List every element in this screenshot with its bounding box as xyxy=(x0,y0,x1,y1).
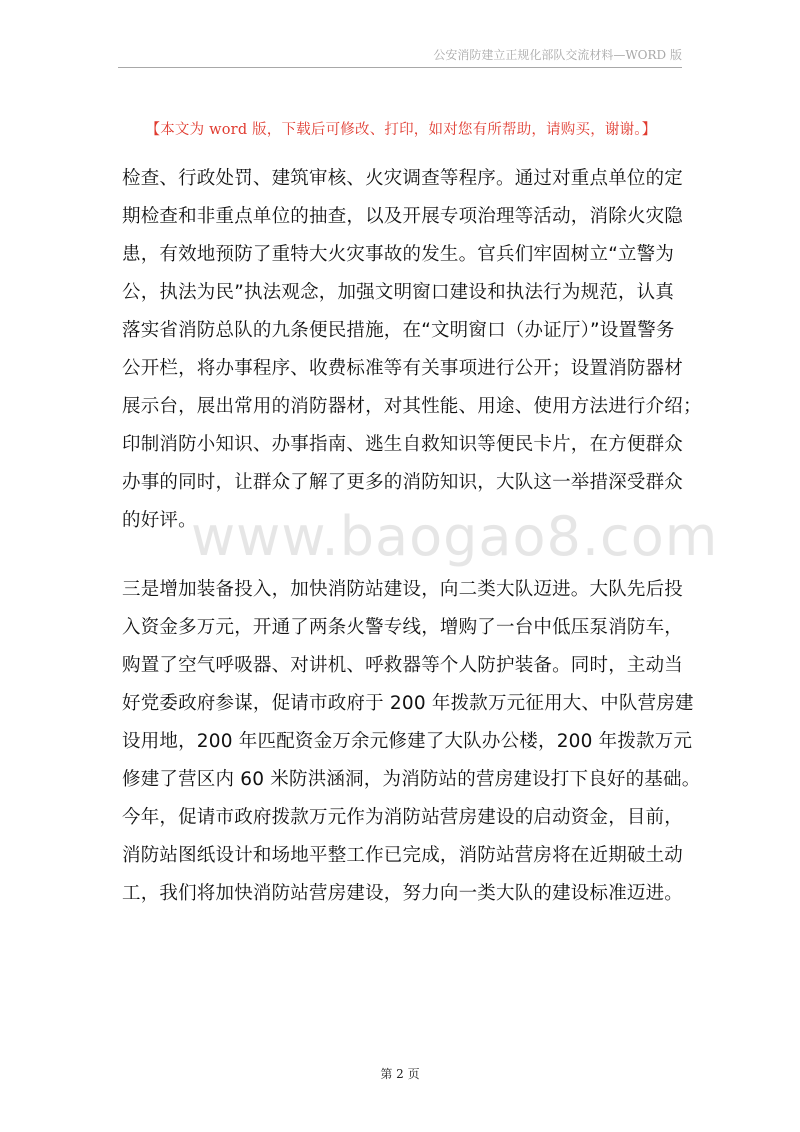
paragraph-line: 落实省消防总队的九条便民措施，在“文明窗口（办证厅）”设置警务 xyxy=(122,320,675,341)
paragraph-line: 修建了营区内 60 米防洪涵洞，为消防站的营房建设打下良好的基础。 xyxy=(122,769,701,790)
paragraph-line: 消防站图纸设计和场地平整工作已完成，消防站营房将在近期破土动 xyxy=(122,845,684,866)
paragraph-2 xyxy=(122,571,701,913)
page-header xyxy=(118,39,682,68)
paragraph-line: 公，执法为民”执法观念，加强文明窗口建设和执法行为规范，认真 xyxy=(122,282,675,303)
purchase-notice: 【本文为 word 版，下载后可修改、打印，如对您有所帮助，请购买，谢谢。】 xyxy=(145,122,657,138)
paragraph-line: 三是增加装备投入，加快消防站建设，向二类大队迈进。大队先后投 xyxy=(122,579,684,600)
paragraph-line: 入资金多万元，开通了两条火警专线，增购了一台中低压泵消防车， xyxy=(122,617,684,638)
paragraph-line: 设用地，200 年匹配资金万余元修建了大队办公楼，200 年拨款万元 xyxy=(122,731,693,752)
paragraph-line: 办事的同时，让群众了解了更多的消防知识，大队这一举措深受群众 xyxy=(122,472,684,493)
paragraph-line: 期检查和非重点单位的抽查，以及开展专项治理等活动，消除火灾隐 xyxy=(122,206,684,227)
paragraph-line: 展示台，展出常用的消防器材，对其性能、用途、使用方法进行介绍； xyxy=(122,396,702,417)
paragraph-line: 今年，促请市政府拨款万元作为消防站营房建设的启动资金，目前， xyxy=(122,807,684,828)
paragraph-line: 检查、行政处罚、建筑审核、火灾调查等程序。通过对重点单位的定 xyxy=(122,168,684,189)
paragraph-line: 公开栏，将办事程序、收费标准等有关事项进行公开；设置消防器材 xyxy=(122,358,684,379)
paragraph-line: 患，有效地预防了重特大火灾事故的发生。官兵们牢固树立“立警为 xyxy=(122,244,675,265)
paragraph-line: 工，我们将加快消防站营房建设，努力向一类大队的建设标准迈进。 xyxy=(122,883,684,904)
paragraph-line: 好党委政府参谋，促请市政府于 200 年拨款万元征用大、中队营房建 xyxy=(122,693,694,714)
watermark: www.baogao8.com xyxy=(191,505,719,568)
paragraph-line: 印制消防小知识、办事指南、逃生自救知识等便民卡片，在方便群众 xyxy=(122,434,684,455)
paragraph-line: 的好评。 xyxy=(122,510,197,531)
paragraph-1 xyxy=(122,160,702,540)
paragraph-line: 购置了空气呼吸器、对讲机、呼救器等个人防护装备。同时，主动当 xyxy=(122,655,684,676)
header-title: 公安消防建立正规化部队交流材料—WORD 版 xyxy=(433,48,682,62)
page-number: 第 2 页 xyxy=(380,1067,420,1081)
